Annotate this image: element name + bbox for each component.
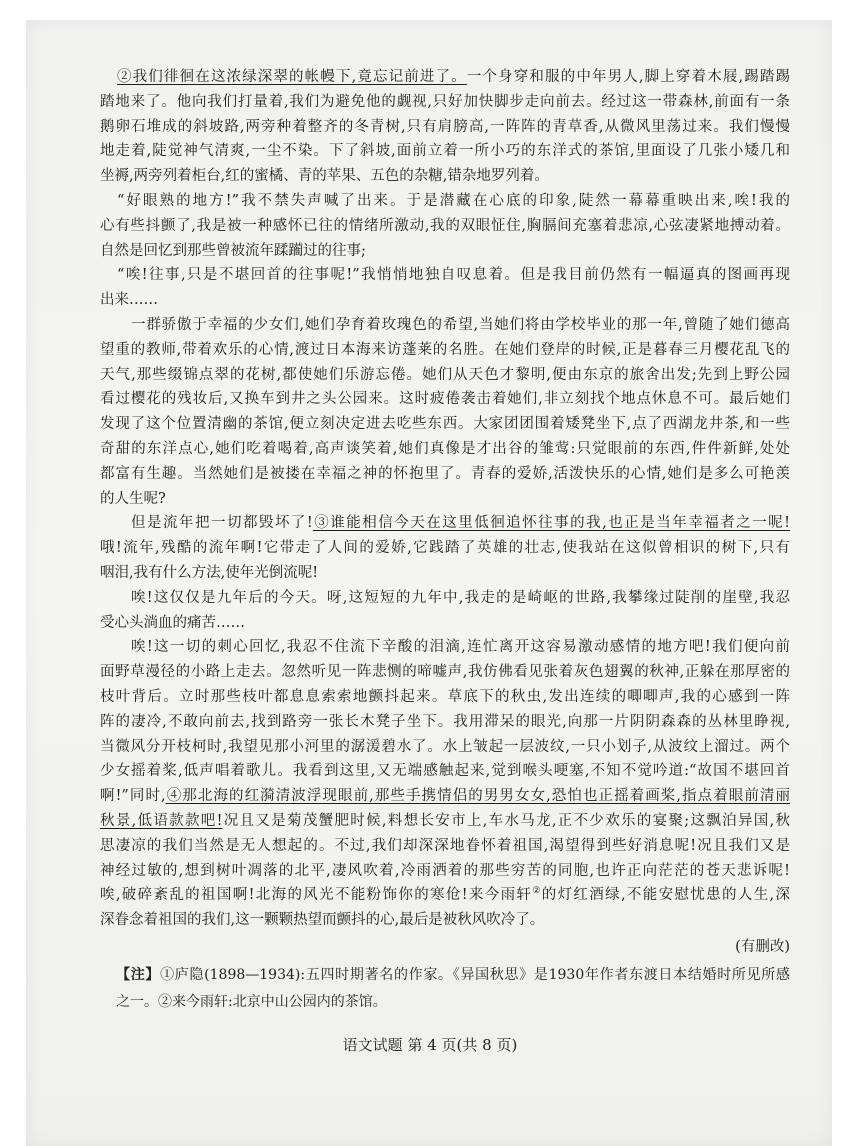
text-line: 唉!这一切的刺心回忆,我忍不住流下辛酸的泪滴,连忙离开这容易激动感情的地方吧!我们便向前 bbox=[131, 639, 790, 656]
text-line bbox=[100, 883, 790, 908]
text-run: 啊!”同时, bbox=[100, 788, 166, 805]
text-line bbox=[100, 511, 790, 536]
paragraph bbox=[100, 189, 790, 263]
text-run: 唉,破碎紊乱的祖国啊!北海的风光不能粉饰你的寒伧!来今雨轩 bbox=[100, 887, 533, 904]
text-line: 鹅卵石堆成的斜坡路,两旁种着整齐的冬青树,只有肩膀高,一阵阵的青草香,从微风里荡过来。我们慢慢 bbox=[100, 118, 790, 135]
text-run: 一个身穿和服的中年男人,脚上穿着木屐,踢踏踢 bbox=[466, 69, 791, 85]
text-line: 枝叶背后。立时那些枝叶都息息索索地颤抖起来。草底下的秋虫,发出连续的唧唧声,我的心感到一阵 bbox=[100, 688, 790, 705]
text-line: 看过樱花的残妆后,又换车到井之头公园来。这时疲倦袭击着她们,非立刻找个地点休息不可。最后她们 bbox=[100, 391, 790, 408]
text-line: 神经过敏的,想到树叶凋落的北平,凄风吹着,冷雨洒着的那些穷苦的同胞,也许正向茫茫的苍天悲诉呢! bbox=[100, 862, 790, 879]
text-line: “唉!往事,只是不堪回首的往事呢!”我悄悄地独自叹息着。但是我目前仍然有一幅逼真的图画再现 bbox=[117, 267, 790, 284]
page-footer: 语文试题 第 4 页(共 8 页) bbox=[342, 1036, 518, 1054]
text-line: 踏地来了。他向我们打量着,我们为避免他的觑视,只好加快脚步走向前去。经过这一带森林,前面有一条 bbox=[100, 93, 790, 110]
note-label: 【注】 bbox=[116, 967, 161, 983]
paragraph bbox=[100, 65, 790, 189]
text-line: 奇甜的东洋点心,她们吃着喝着,高声谈笑着,她们真像是才出谷的雏莺:只觉眼前的东西,件件新鲜,处处 bbox=[100, 440, 790, 457]
reading-passage bbox=[100, 65, 790, 933]
text-line: 少女摇着桨,低声唱着歌儿。我看到这里,又无端感触起来,觉到喉头哽塞,不知不觉吟道:“故国不堪回首 bbox=[100, 763, 790, 780]
text-line bbox=[116, 962, 790, 989]
paragraph bbox=[100, 263, 790, 313]
underlined-sentence: ③谁能相信今天在这里低徊追怀往事的我,也正是当年幸福者之一呢! bbox=[312, 515, 791, 532]
text-line: 的人生呢? bbox=[100, 490, 166, 507]
text-line bbox=[100, 809, 790, 834]
footnote-marker: ② bbox=[532, 886, 542, 897]
text-line: 发现了这个位置清幽的茶馆,便立刻决定进去吃些东西。大家团团围着矮凳坐下,点了西湖龙井茶,和一些 bbox=[100, 416, 790, 433]
text-line: 受心头淌血的痛苦…… bbox=[100, 614, 245, 631]
text-run: 的灯红酒绿,不能安慰忧患的人生,深 bbox=[541, 887, 790, 904]
text-line: 哦!流年,残酷的流年啊!它带走了人间的爱娇,它践踏了英雄的壮志,使我站在这似曾相识的树下,只有 bbox=[100, 540, 790, 557]
underlined-sentence: 秋景,低语款款吧! bbox=[100, 812, 223, 829]
text-line: 心有些抖颤了,我是被一种感怀已往的情绪所激动,我的双眼怔住,胸膈间充塞着悲凉,心弦凄紧地搏动着。 bbox=[100, 217, 790, 234]
text-line: 思凄凉的我们当然是无人想起的。不过,我们却深深地眷怀着祖国,渴望得到些好消息呢!况且我们又是 bbox=[100, 837, 790, 854]
text-line: 天气,那些缀锦点翠的花树,都使她们乐游忘倦。她们从天色才黎明,便由东京的旅舍出发;先到上野公园 bbox=[100, 366, 790, 383]
text-line bbox=[100, 784, 790, 809]
paragraph bbox=[100, 635, 790, 933]
text-line: 唉!这仅仅是九年后的今天。呀,这短短的九年中,我走的是崎岖的世路,我攀缘过陡削的崖壁,我忍 bbox=[131, 589, 790, 606]
text-line: 一群骄傲于幸福的少女们,她们孕育着玫瑰色的希望,当她们将由学校毕业的那一年,曾随了她们德高 bbox=[131, 316, 790, 333]
text-run: 但是流年把一切都毁坏了! bbox=[131, 515, 313, 532]
text-line: 面野草漫径的小路上走去。忽然听见一阵悲恻的啼嘘声,我仿佛看见张着灰色翅翼的秋神,正躲在那厚密的 bbox=[100, 664, 790, 681]
paragraph bbox=[100, 313, 790, 511]
text-line: “好眼熟的地方!”我不禁失声喊了出来。于是潜藏在心底的印象,陡然一幕幕重映出来,唉!我的 bbox=[117, 192, 790, 209]
text-run: ①庐隐(1898—1934):五四时期著名的作家。《异国秋思》是1930年作者东渡日本结婚时所见所感 bbox=[160, 967, 790, 983]
text-run: 况且又是菊茂蟹肥时候,料想长安市上,车水马龙,正不少欢乐的宴聚;这飘泊异国,秋 bbox=[222, 812, 790, 829]
text-line: 坐褥,两旁列着柜台,红的蜜橘、青的苹果、五色的杂糖,错杂地罗列着。 bbox=[100, 168, 549, 185]
text-line: 当微风分开枝柯时,我望见那小河里的潺湲碧水了。水上皱起一层波纹,一只小划子,从波纹上溜过。两个 bbox=[100, 738, 790, 755]
text-line: 出来…… bbox=[100, 292, 158, 309]
text-line: 地走着,陡觉神气清爽,一尘不染。下了斜坡,面前立着一所小巧的东洋式的茶馆,里面设了几张小矮几和 bbox=[100, 143, 790, 160]
source-remark: (有删改) bbox=[735, 939, 790, 955]
text-line: 望重的教师,带着欢乐的心情,渡过日本海来访蓬莱的名胜。在她们登岸的时候,正是暮春三月樱花乱飞的 bbox=[100, 341, 790, 358]
text-line bbox=[100, 65, 790, 90]
text-line: 咽泪,我有什么方法,使年光倒流呢! bbox=[100, 564, 319, 581]
text-line: 深眷念着祖国的我们,这一颗颗热望而颤抖的心,最后是被秋风吹冷了。 bbox=[100, 912, 545, 929]
paragraph bbox=[100, 511, 790, 585]
underlined-sentence: ②我们徘徊在这浓绿深翠的帐幔下,竟忘记前进了。 bbox=[117, 69, 467, 85]
paragraph bbox=[100, 586, 790, 636]
text-line: 自然是回忆到那些曾被流年蹂躏过的往事; bbox=[100, 242, 366, 259]
text-line: 阵的凄冷,不敢向前去,找到路旁一张长木凳子坐下。我用滞呆的眼光,向那一片阴阴森森的丛林里睁视, bbox=[100, 713, 790, 730]
underlined-sentence: ④那北海的红漪清波浮现眼前,那些手携情侣的男男女女,恐怕也正摇着画桨,指点着眼前清丽 bbox=[165, 788, 790, 805]
footnotes bbox=[116, 962, 790, 1016]
text-line: 之一。②来今雨轩:北京中山公园内的茶馆。 bbox=[116, 994, 387, 1010]
text-line: 都富有生趣。当然她们是被搂在幸福之神的怀抱里了。青春的爱娇,活泼快乐的心情,她们是多么可艳羡 bbox=[100, 465, 790, 482]
